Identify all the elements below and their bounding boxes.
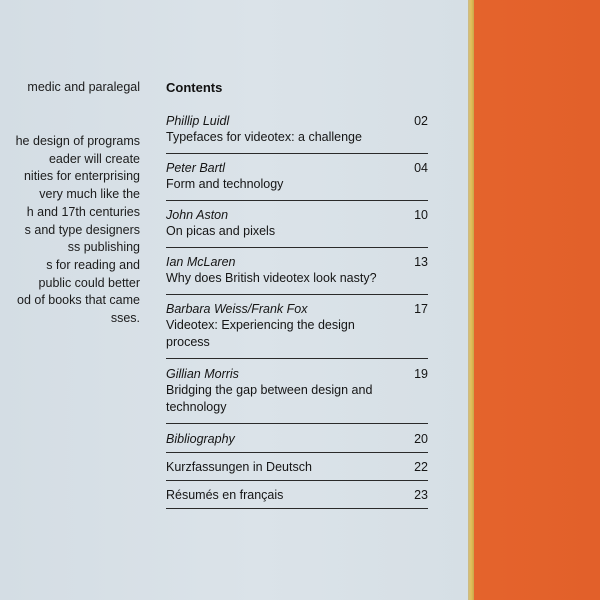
toc-title: Why does British videotex look nasty? bbox=[166, 271, 377, 285]
left-text-line: od of books that came bbox=[17, 293, 140, 307]
toc-author: Barbara Weiss/Frank Fox bbox=[166, 302, 308, 316]
left-text-line: s and type designers bbox=[24, 223, 140, 237]
toc-divider bbox=[166, 452, 428, 453]
toc-title: Videotex: Experiencing the design bbox=[166, 318, 355, 332]
toc-title: process bbox=[166, 335, 210, 349]
toc-page-number: 17 bbox=[414, 302, 428, 316]
toc-title: Typefaces for videotex: a challenge bbox=[166, 130, 362, 144]
toc-entry[interactable] bbox=[166, 366, 428, 416]
toc-page-number: 02 bbox=[414, 114, 428, 128]
left-text-line: very much like the bbox=[39, 187, 140, 201]
toc-divider bbox=[166, 508, 428, 509]
toc-divider bbox=[166, 423, 428, 424]
left-text-line: s for reading and bbox=[46, 258, 140, 272]
toc-author: Gillian Morris bbox=[166, 367, 239, 381]
toc-page-number: 22 bbox=[414, 460, 428, 474]
toc-page-number: 13 bbox=[414, 255, 428, 269]
toc-label: Kurzfassungen in Deutsch bbox=[166, 460, 312, 474]
left-text-line: public could better bbox=[38, 276, 140, 290]
toc-title: Bridging the gap between design and bbox=[166, 383, 373, 397]
toc-author: John Aston bbox=[166, 208, 229, 222]
left-text-line: h and 17th centuries bbox=[26, 205, 140, 219]
toc-title: On picas and pixels bbox=[166, 224, 276, 238]
toc-page-number: 23 bbox=[414, 488, 428, 502]
toc-divider bbox=[166, 480, 428, 481]
left-text-line: sses. bbox=[110, 311, 140, 325]
left-text-line: eader will create bbox=[48, 152, 140, 166]
toc-entry[interactable] bbox=[166, 301, 428, 351]
toc-entry[interactable] bbox=[166, 113, 428, 146]
toc-entry[interactable] bbox=[166, 207, 428, 240]
toc-label: Bibliography bbox=[166, 432, 235, 446]
toc-author: Ian McLaren bbox=[166, 255, 236, 269]
toc-entry[interactable] bbox=[166, 160, 428, 193]
toc-divider bbox=[166, 294, 428, 295]
left-text-line: he design of programs bbox=[15, 134, 140, 148]
toc-page-number: 20 bbox=[414, 432, 428, 446]
left-text-line: nities for enterprising bbox=[23, 169, 140, 183]
toc-page-number: 10 bbox=[414, 208, 428, 222]
toc-page-number: 19 bbox=[414, 367, 428, 381]
left-text-line: medic and paralegal bbox=[27, 80, 140, 94]
toc-author: Peter Bartl bbox=[166, 161, 226, 175]
page-edge bbox=[468, 0, 474, 600]
toc-entry[interactable] bbox=[166, 254, 428, 287]
toc-author: Phillip Luidl bbox=[166, 114, 230, 128]
left-text-column bbox=[0, 0, 150, 600]
left-text-line: ss publishing bbox=[67, 240, 140, 254]
toc-entry-french-summaries[interactable] bbox=[166, 487, 428, 503]
contents-heading: Contents bbox=[166, 80, 223, 95]
toc-divider bbox=[166, 153, 428, 154]
toc-title: Form and technology bbox=[166, 177, 284, 191]
toc-divider bbox=[166, 358, 428, 359]
table-of-contents bbox=[166, 0, 428, 600]
toc-divider bbox=[166, 247, 428, 248]
toc-label: Résumés en français bbox=[166, 488, 284, 502]
toc-entry-bibliography[interactable] bbox=[166, 431, 428, 447]
toc-page-number: 04 bbox=[414, 161, 428, 175]
toc-divider bbox=[166, 200, 428, 201]
toc-entry-german-summaries[interactable] bbox=[166, 459, 428, 475]
toc-title: technology bbox=[166, 400, 227, 414]
